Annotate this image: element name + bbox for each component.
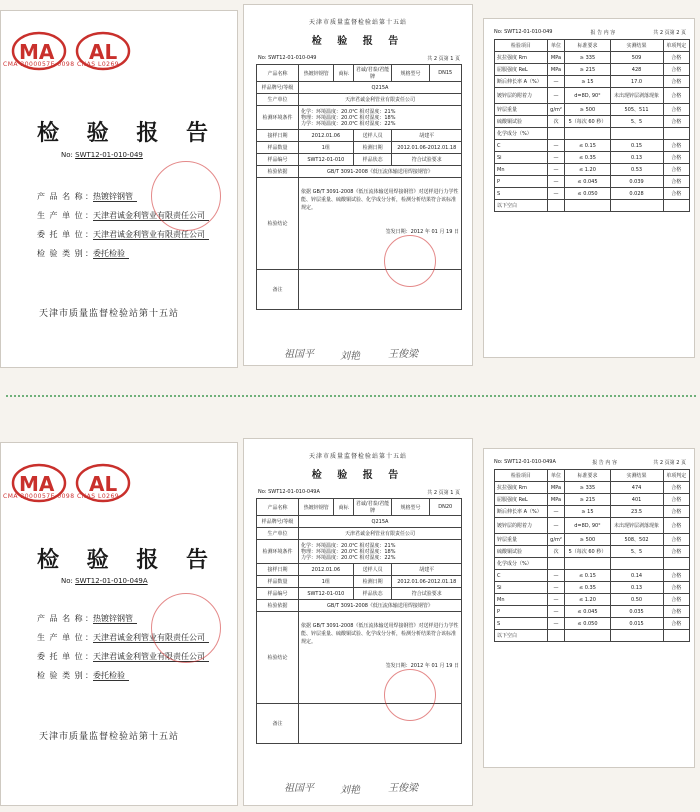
table-cell: 5（每次 60 秒） (565, 116, 610, 128)
table-cell: 474 (610, 482, 663, 494)
table-cell: 锌层重量 (495, 534, 548, 546)
table-cell: 以下空白 (495, 630, 548, 642)
table-cell: 断后伸长率 A（%） (495, 506, 548, 518)
svg-text:AL: AL (89, 472, 118, 496)
logo-stamp-text: CMA 2000057E 0098 CNAS L0269 (3, 61, 120, 68)
cover-row: 生 产 单 位：天津君诚金利管业有限责任公司 (37, 628, 209, 647)
table-cell: — (547, 618, 565, 630)
table-cell: 合格 (663, 64, 690, 76)
cover-row: 委 托 单 位：天津君诚金利管业有限责任公司 (37, 225, 209, 244)
report-title: 检 验 报 告 (311, 36, 405, 47)
table-row (495, 164, 690, 176)
table-cell: 合格 (663, 104, 690, 116)
report-org: 天津市质量监督检验站第十五站 (308, 453, 407, 460)
table-cell: 断后伸长率 A（%） (495, 76, 548, 88)
table-row (495, 518, 690, 534)
table-cell: 合格 (663, 618, 690, 630)
table-row (495, 558, 690, 570)
table-cell (610, 558, 663, 570)
report-meta: No: SWT12-01-010-049A 共 2 页第 1 页 (258, 489, 460, 496)
table-cell: — (547, 176, 565, 188)
table-cell: Mn (495, 164, 548, 176)
table-cell: 合格 (663, 506, 690, 518)
table-cell: 17.0 (610, 76, 663, 88)
table-cell: — (547, 140, 565, 152)
table-cell: — (547, 88, 565, 104)
table-row (495, 618, 690, 630)
signature: 祖国平 (284, 349, 314, 360)
cover-row: 生 产 单 位：天津君诚金利管业有限责任公司 (37, 206, 209, 225)
table-cell: 镀锌层的附着力 (495, 88, 548, 104)
table-row (495, 76, 690, 88)
table-cell: 505、511 (610, 104, 663, 116)
table-cell: 锌层重量 (495, 104, 548, 116)
results-header-cell: 单位 (547, 40, 565, 52)
table-cell: ≥ 500 (565, 104, 610, 116)
cover-row-value: 天津君诚金利管业有限责任公司 (93, 633, 209, 643)
table-cell: — (547, 164, 565, 176)
table-cell: ≤ 0.050 (565, 188, 610, 200)
table-cell: MPa (547, 64, 565, 76)
cover-station-name: 天津市质量监督检验站第十五站 (39, 732, 180, 742)
table-cell (610, 200, 663, 212)
table-row (495, 140, 690, 152)
table-cell: P (495, 606, 548, 618)
table-cell: ≤ 0.35 (565, 152, 610, 164)
results-table (494, 469, 690, 642)
cover-row: 产 品 名 称：热镀锌钢管 (37, 187, 209, 206)
table-cell: 屈服强度 ReL (495, 64, 548, 76)
cover-row-label: 委 托 单 位 (37, 230, 84, 239)
table-row (495, 482, 690, 494)
table-cell: ≤ 0.15 (565, 140, 610, 152)
table-row (495, 606, 690, 618)
table-cell: 合格 (663, 546, 690, 558)
table-cell: ≥ 215 (565, 64, 610, 76)
signature: 刘艳 (340, 785, 360, 796)
table-cell: — (547, 594, 565, 606)
table-cell: 508、502 (610, 534, 663, 546)
table-cell: 0.13 (610, 152, 663, 164)
table-cell: ≥ 335 (565, 482, 610, 494)
cover-row: 检 验 类 别：委托检验 (37, 244, 209, 263)
table-cell: d=8D, 90° (565, 88, 610, 104)
cover-row: 产 品 名 称：热镀锌钢管 (37, 609, 209, 628)
table-cell: 合格 (663, 518, 690, 534)
table-row (495, 200, 690, 212)
table-cell: 0.15 (610, 140, 663, 152)
table-cell (610, 128, 663, 140)
red-seal-icon (151, 593, 221, 663)
table-row (495, 52, 690, 64)
table-row (495, 546, 690, 558)
table-cell: 合格 (663, 88, 690, 104)
table-cell (663, 630, 690, 642)
table-cell: Si (495, 152, 548, 164)
report-org: 天津市质量监督检验站第十五站 (308, 19, 407, 26)
cover-row-value: 天津君诚金利管业有限责任公司 (93, 211, 209, 221)
red-seal-icon (384, 235, 436, 287)
table-cell: 抗拉强度 Rm (495, 52, 548, 64)
signature: 王俊梁 (388, 783, 418, 794)
table-row (495, 594, 690, 606)
table-cell: 硫酸铜试验 (495, 116, 548, 128)
table-cell: 合格 (663, 140, 690, 152)
table-cell: 合格 (663, 594, 690, 606)
results-meta: No: SWT12-01-010-049 报 告 内 容 共 2 页第 2 页 (494, 29, 686, 36)
report-set-1 (0, 0, 700, 380)
results-meta: No: SWT12-01-010-049A 报 告 内 容 共 2 页第 2 页 (494, 459, 686, 466)
cma-cnas-logo-icon (9, 27, 139, 89)
cover-row-label: 委 托 单 位 (37, 652, 84, 661)
svg-text:AL: AL (89, 40, 118, 64)
svg-text:MA: MA (19, 40, 55, 64)
table-row (495, 176, 690, 188)
cover-row-label: 生 产 单 位 (37, 633, 84, 642)
table-cell: S (495, 618, 548, 630)
table-cell: 未出现锌层剥落现象 (610, 88, 663, 104)
table-cell: 509 (610, 52, 663, 64)
table-cell: g/m² (547, 534, 565, 546)
table-cell (565, 200, 610, 212)
results-header-cell: 检验项目 (495, 470, 548, 482)
cover-row-label: 生 产 单 位 (37, 211, 84, 220)
table-cell: 23.5 (610, 506, 663, 518)
table-cell: — (547, 606, 565, 618)
table-cell: 化学成分（%） (495, 558, 548, 570)
table-cell: 0.039 (610, 176, 663, 188)
table-cell: 硫酸铜试验 (495, 546, 548, 558)
results-header-cell: 标准要求 (565, 40, 610, 52)
table-cell: — (547, 76, 565, 88)
logo-stamp-text: CMA 2000057E 0098 CNAS L0269 (3, 493, 120, 500)
cover-row-label: 检 验 类 别 (37, 249, 84, 258)
table-row (495, 534, 690, 546)
svg-text:MA: MA (19, 472, 55, 496)
table-row (495, 116, 690, 128)
report-meta: No: SWT12-01-010-049 共 2 页第 1 页 (258, 55, 460, 62)
report-set-2 (0, 438, 700, 812)
table-cell: 合格 (663, 116, 690, 128)
table-cell: ≥ 335 (565, 52, 610, 64)
results-header-cell: 标准要求 (565, 470, 610, 482)
cover-row-value: 天津君诚金利管业有限责任公司 (93, 230, 209, 240)
table-cell: 合格 (663, 570, 690, 582)
table-cell (547, 630, 565, 642)
table-cell: ≥ 500 (565, 534, 610, 546)
table-cell: MPa (547, 482, 565, 494)
cover-row: 检 验 类 别：委托检验 (37, 666, 209, 685)
table-cell: 401 (610, 494, 663, 506)
dotted-divider (6, 395, 696, 397)
table-cell (547, 200, 565, 212)
table-cell: 合格 (663, 606, 690, 618)
table-cell: ≤ 1.20 (565, 594, 610, 606)
table-cell: 化学成分（%） (495, 128, 548, 140)
cover-report-number: No: SWT12-01-010-049A (61, 577, 148, 585)
table-cell: 合格 (663, 482, 690, 494)
results-header-cell: 单项判定 (663, 40, 690, 52)
table-cell: 0.035 (610, 606, 663, 618)
signature: 王俊梁 (388, 349, 418, 360)
table-cell: 合格 (663, 164, 690, 176)
results-table (494, 39, 690, 212)
table-cell: 5、5 (610, 546, 663, 558)
table-cell: 0.13 (610, 582, 663, 594)
table-cell: 合格 (663, 176, 690, 188)
cover-row-value: 热镀锌钢管 (93, 614, 137, 624)
table-cell (663, 200, 690, 212)
table-row (495, 152, 690, 164)
table-row (495, 128, 690, 140)
table-cell: 0.53 (610, 164, 663, 176)
table-cell: 以下空白 (495, 200, 548, 212)
signature: 刘艳 (340, 351, 360, 362)
table-cell (610, 630, 663, 642)
cover-row-label: 检 验 类 别 (37, 671, 84, 680)
results-header-cell: 单位 (547, 470, 565, 482)
cover-row: 委 托 单 位：天津君诚金利管业有限责任公司 (37, 647, 209, 666)
table-cell: 合格 (663, 188, 690, 200)
results-page (483, 18, 695, 358)
table-cell: 次 (547, 116, 565, 128)
cover-row-value: 热镀锌钢管 (93, 192, 137, 202)
table-cell: ≤ 0.050 (565, 618, 610, 630)
cover-station-name: 天津市质量监督检验站第十五站 (39, 309, 180, 319)
table-cell: ≤ 0.15 (565, 570, 610, 582)
cover-row-value: 委托检验 (93, 671, 129, 681)
cover-page (0, 442, 238, 806)
table-cell: — (547, 506, 565, 518)
table-cell: 未出现锌层剥落现象 (610, 518, 663, 534)
table-cell: P (495, 176, 548, 188)
cover-title: 检 验 报 告 (37, 547, 218, 573)
table-cell (547, 558, 565, 570)
table-cell: S (495, 188, 548, 200)
cover-page (0, 10, 238, 368)
results-header-cell: 实测结果 (610, 40, 663, 52)
signature: 祖国平 (284, 783, 314, 794)
table-cell: Mn (495, 594, 548, 606)
table-cell: d=8D, 90° (565, 518, 610, 534)
table-cell: 5、5 (610, 116, 663, 128)
cover-row-label: 产 品 名 称 (37, 614, 84, 623)
table-cell: MPa (547, 52, 565, 64)
table-row (495, 104, 690, 116)
table-cell: 合格 (663, 582, 690, 594)
table-row (495, 582, 690, 594)
cover-title: 检 验 报 告 (37, 120, 218, 146)
table-cell: — (547, 582, 565, 594)
results-header-cell: 实测结果 (610, 470, 663, 482)
table-cell (663, 558, 690, 570)
table-cell: g/m² (547, 104, 565, 116)
table-cell: 次 (547, 546, 565, 558)
table-row (495, 494, 690, 506)
report-title: 检 验 报 告 (311, 470, 405, 481)
table-cell: 抗拉强度 Rm (495, 482, 548, 494)
table-cell: C (495, 140, 548, 152)
table-cell (547, 128, 565, 140)
table-cell: 镀锌层的附着力 (495, 518, 548, 534)
cma-cnas-logo-icon (9, 459, 139, 521)
table-row (495, 188, 690, 200)
table-cell: — (547, 152, 565, 164)
table-cell: 5（每次 60 秒） (565, 546, 610, 558)
table-cell: 合格 (663, 76, 690, 88)
table-cell: 合格 (663, 534, 690, 546)
table-cell (565, 630, 610, 642)
table-row (495, 506, 690, 518)
table-cell: — (547, 188, 565, 200)
cover-row-label: 产 品 名 称 (37, 192, 84, 201)
table-cell: ≤ 0.045 (565, 176, 610, 188)
results-page (483, 448, 695, 768)
table-cell: 合格 (663, 52, 690, 64)
cover-report-number: No: SWT12-01-010-049 (61, 151, 143, 159)
table-cell: 0.14 (610, 570, 663, 582)
report-page (243, 4, 473, 366)
results-header-cell: 单项判定 (663, 470, 690, 482)
table-cell: 0.028 (610, 188, 663, 200)
table-row (495, 88, 690, 104)
red-seal-icon (384, 669, 436, 721)
report-table: 产品名称 热镀锌钢管 商标 君诚/君泰/君能牌 规格型号 DN20 样品牌号/等级 Q215A 生产单位 天津君诚金利管业有限责任公司 检测环境条件 化学：环境温度：20.0℃ 相对湿度：21% 物理：环境温度：20.0℃ 相对湿度：18% 力学：环境温度：20.0℃ 相对湿度：22% 接样日期 2012.01.06 送样人员 胡建平 样品数量 1组 检测日期 2012.01.06-2012.01.18 样品编号 SWT12-01-010 样品状态 符合试验要求 检验依据 GB/T 3091-2008《低压流体输送用焊接钢管》 检验结论 依据 GB/T 3091-2008《低压流体输送用焊接钢管》对送样进行力学性能、锌层重量、硫酸铜试验、化学成分分析，检测分析结果符合该标准规定。 签发日期：2012 年 01 月 19 日 备注 (256, 498, 462, 744)
report-table: 产品名称 热镀锌钢管 商标 君诚/君泰/君能牌 规格型号 DN15 样品牌号/等级 Q215A 生产单位 天津君诚金利管业有限责任公司 检测环境条件 化学：环境温度：20.0℃ 相对湿度：21% 物理：环境温度：20.0℃ 相对湿度：18% 力学：环境温度：20.0℃ 相对湿度：22% 接样日期 2012.01.06 送样人员 胡建平 样品数量 1组 检测日期 2012.01.06-2012.01.18 样品编号 SWT12-01-010 样品状态 符合试验要求 检验依据 GB/T 3091-2008《低压流体输送用焊接钢管》 检验结论 依据 GB/T 3091-2008《低压流体输送用焊接钢管》对送样进行力学性能、锌层重量、硫酸铜试验、化学成分分析，检测分析结果符合该标准规定。 签发日期：2012 年 01 月 19 日 备注 (256, 64, 462, 310)
table-cell: 合格 (663, 494, 690, 506)
table-row (495, 570, 690, 582)
table-cell: Si (495, 582, 548, 594)
table-cell: 屈服强度 ReL (495, 494, 548, 506)
table-cell: 428 (610, 64, 663, 76)
table-cell: C (495, 570, 548, 582)
cover-row-value: 天津君诚金利管业有限责任公司 (93, 652, 209, 662)
table-cell: ≤ 1.20 (565, 164, 610, 176)
table-cell: MPa (547, 494, 565, 506)
results-header-cell: 检验项目 (495, 40, 548, 52)
table-cell: 合格 (663, 152, 690, 164)
table-cell (663, 128, 690, 140)
table-cell: — (547, 518, 565, 534)
table-cell: 0.015 (610, 618, 663, 630)
red-seal-icon (151, 161, 221, 231)
report-page (243, 438, 473, 806)
table-row (495, 64, 690, 76)
cover-row-value: 委托检验 (93, 249, 129, 259)
table-cell: — (547, 570, 565, 582)
table-cell: ≥ 215 (565, 494, 610, 506)
table-cell: ≤ 0.045 (565, 606, 610, 618)
table-cell: ≤ 0.35 (565, 582, 610, 594)
table-cell (565, 558, 610, 570)
table-cell (565, 128, 610, 140)
table-cell: ≥ 15 (565, 76, 610, 88)
table-row (495, 630, 690, 642)
table-cell: 0.50 (610, 594, 663, 606)
table-cell: ≥ 15 (565, 506, 610, 518)
